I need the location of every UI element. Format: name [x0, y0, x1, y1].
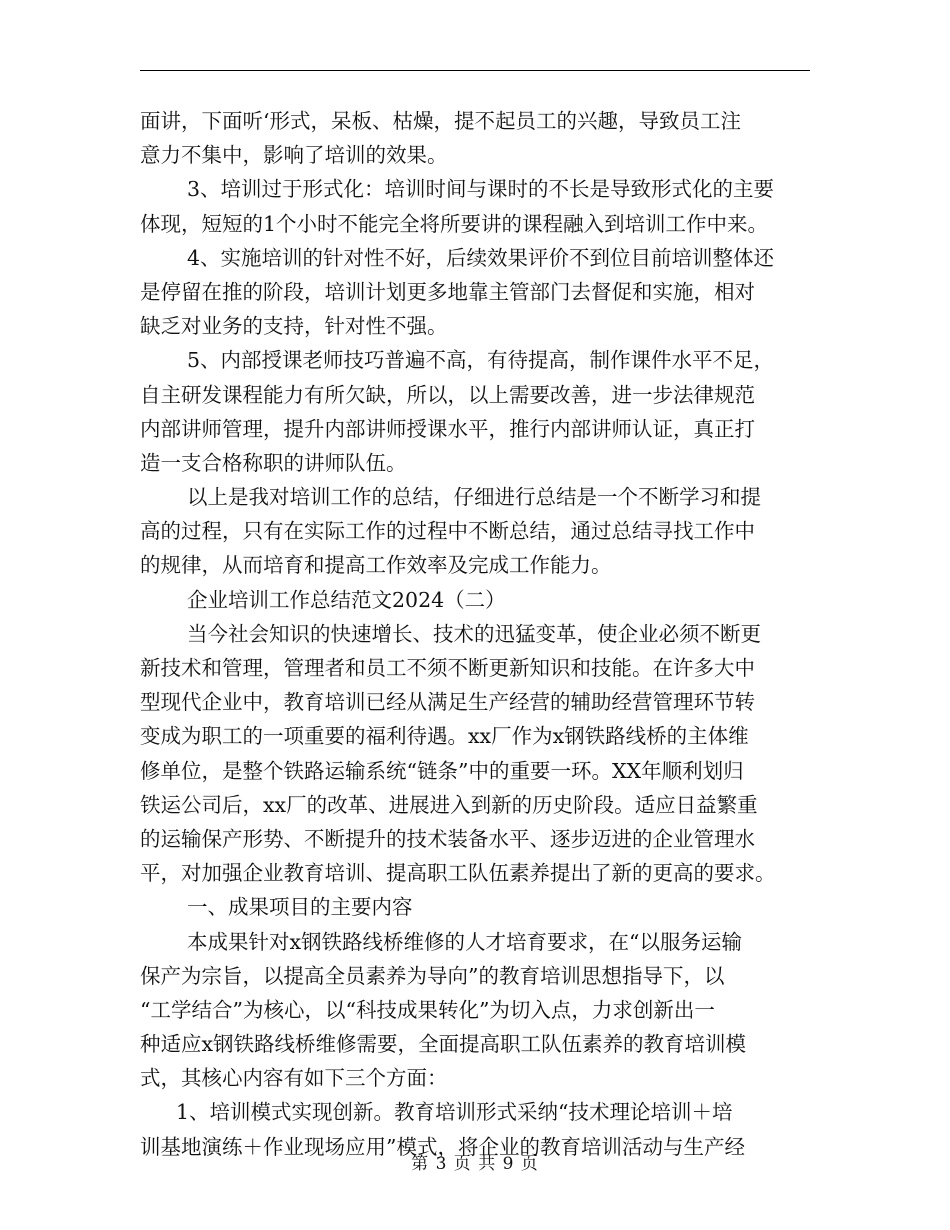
text-line: 1、培训模式实现创新。教育培训形式采纳“技术理论培训＋培 — [176, 1100, 733, 1125]
page-number: 第 3 页 共 9 页 — [411, 1154, 539, 1174]
section-heading: 企业培训工作总结范文2024（二） — [187, 587, 506, 612]
text-line: 高的过程，只有在实际工作的过程中不断总结，通过总结寻找工作中 — [140, 519, 755, 544]
text-line: “工学结合”为核心，以“科技成果转化”为切入点，力求创新出一 — [140, 997, 715, 1022]
text-line: 本成果针对x钢铁路线桥维修的人才培育要求，在“以服务运输 — [187, 929, 743, 954]
text-line: 新技术和管理，管理者和员工不须不断更新知识和技能。在许多大中 — [140, 656, 755, 680]
text-line: 3、培训过于形式化：培训时间与课时的不长是导致形式化的主要 — [187, 177, 775, 202]
text-line: 自主研发课程能力有所欠缺，所以，以上需要改善，进一步法律规范 — [140, 382, 755, 407]
text-line: 铁运公司后，xx厂的改革、进展进入到新的历史阶段。适应日益繁重 — [140, 792, 758, 817]
text-line: 修单位，是整个铁路运输系统“链条”中的重要一环。XX年顺利划归 — [140, 758, 744, 783]
text-line: 平，对加强企业教育培训、提高职工队伍素养提出了新的更高的要求。 — [140, 861, 776, 886]
text-line: 式，其核心内容有如下三个方面： — [140, 1066, 448, 1091]
text-line: 意力不集中，影响了培训的效果。 — [140, 143, 448, 168]
section-heading: 一、成果项目的主要内容 — [187, 895, 413, 920]
document-body — [140, 104, 810, 1164]
text-line: 种适应x钢铁路线桥维修需要，全面提高职工队伍素养的教育培训模 — [140, 1032, 747, 1057]
text-line: 变成为职工的一项重要的福利待遇。xx厂作为x钢铁路线桥的主体维 — [140, 724, 749, 749]
text-line: 造一支合格称职的讲师队伍。 — [140, 450, 407, 475]
text-line: 5、内部授课老师技巧普遍不高，有待提高，制作课件水平不足， — [187, 348, 775, 373]
text-line: 以上是我对培训工作的总结，仔细进行总结是一个不断学习和提 — [187, 485, 761, 510]
text-line: 4、实施培训的针对性不好，后续效果评价不到位目前培训整体还 — [187, 245, 775, 270]
text-line: 缺乏对业务的支持，针对性不强。 — [140, 314, 448, 339]
text-line: 的运输保产形势、不断提升的技术装备水平、逐步迈进的企业管理水 — [140, 826, 755, 851]
text-line: 型现代企业中，教育培训已经从满足生产经营的辅助经营管理环节转 — [140, 690, 755, 715]
text-line: 内部讲师管理，提升内部讲师授课水平，推行内部讲师认证，真正打 — [140, 416, 755, 441]
text-line: 训基地演练＋作业现场应用”模式，将企业的教育培训活动与生产经 — [140, 1134, 745, 1159]
header-rule — [140, 70, 810, 71]
text-line: 当今社会知识的快速增长、技术的迅猛变革，使企业必须不断更 — [187, 621, 761, 646]
text-line: 面讲，下面听‘形式，呆板、枯燥，提不起员工的兴趣，导致员工注 — [140, 109, 742, 133]
text-line: 的规律，从而培育和提高工作效率及完成工作能力。 — [140, 553, 612, 578]
text-line: 保产为宗旨，以提高全员素养为导向”的教育培训思想指导下，以 — [140, 963, 725, 988]
text-line: 是停留在推的阶段，培训计划更多地靠主管部门去督促和实施，相对 — [140, 279, 755, 304]
text-line: 体现，短短的1个小时不能完全将所要讲的课程融入到培训工作中来。 — [140, 211, 769, 236]
